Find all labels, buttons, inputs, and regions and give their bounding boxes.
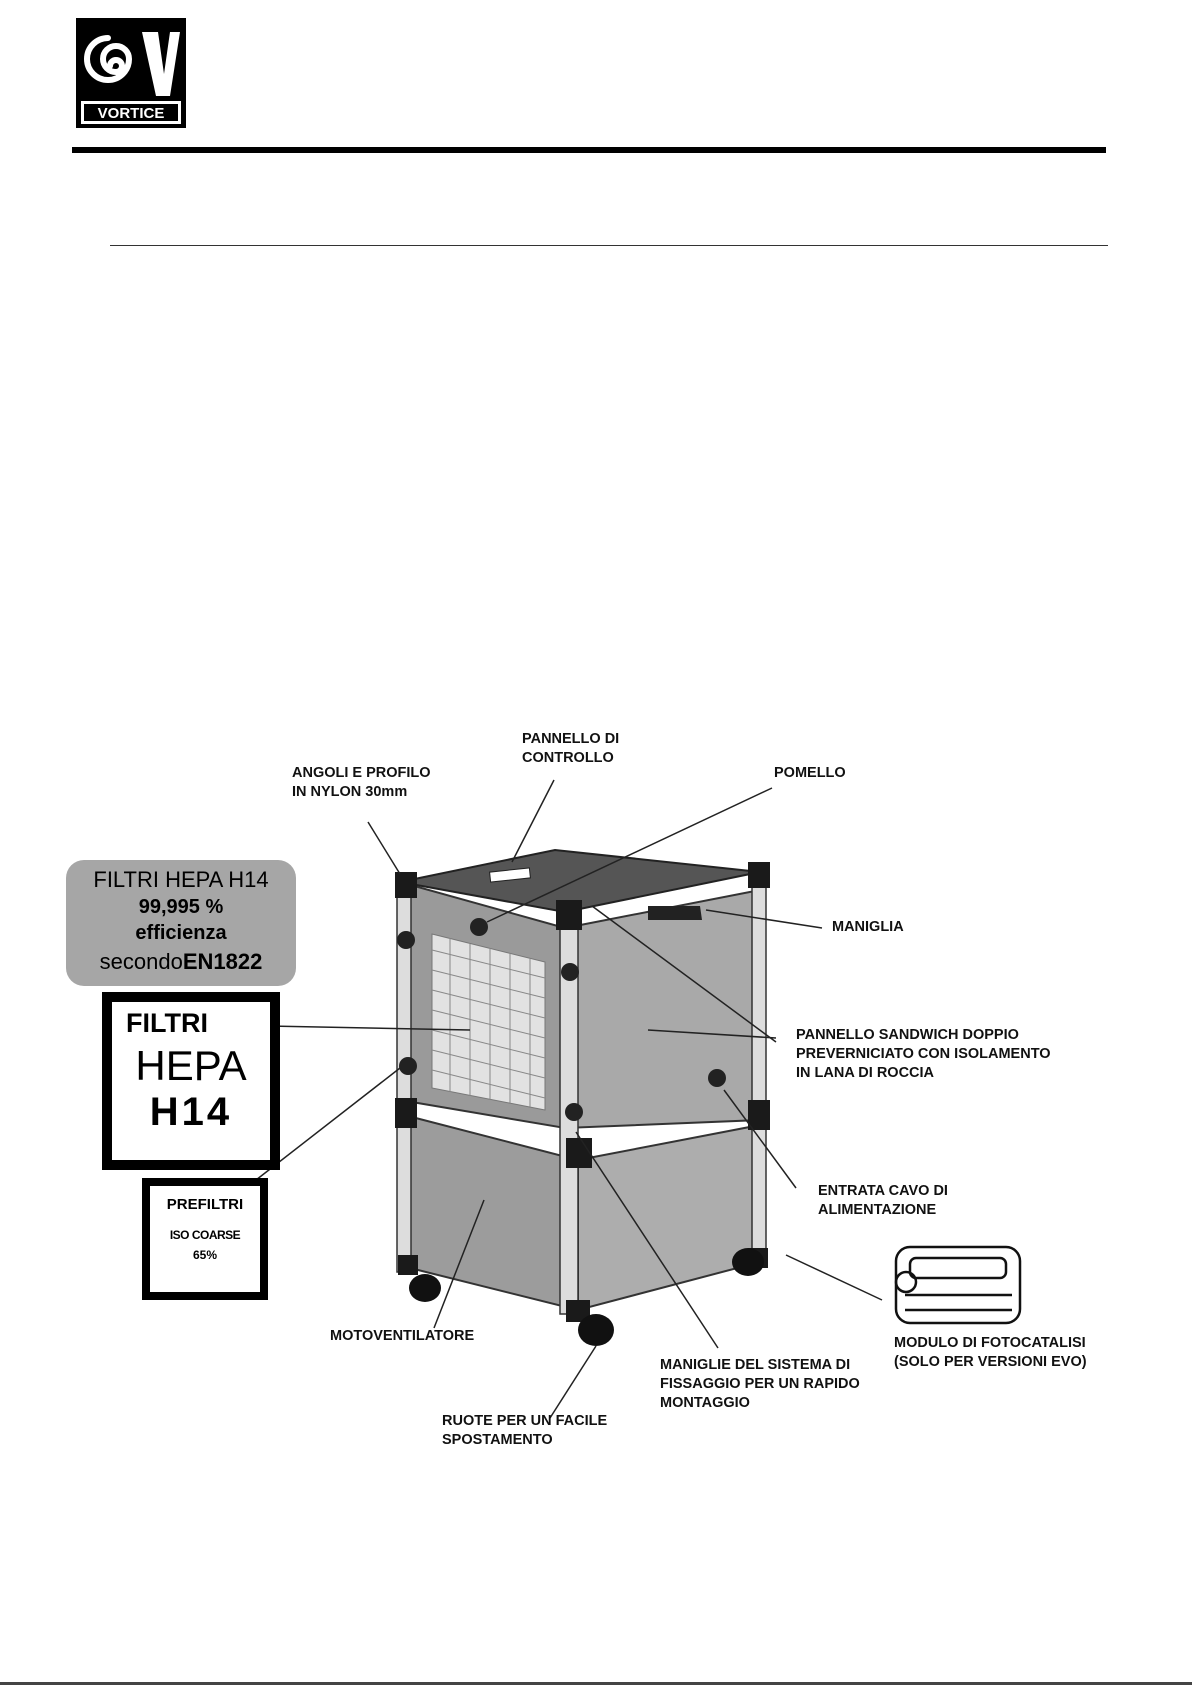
- label-motoventilatore: MOTOVENTILATORE: [330, 1328, 475, 1344]
- prefiltri-box-class: ISO COARSE: [169, 1228, 241, 1242]
- filtri-box-hepa: HEPA: [135, 1042, 247, 1089]
- label-line: CONTROLLO: [522, 750, 614, 766]
- label-maniglia: MANIGLIA: [832, 919, 904, 935]
- label-line: FISSAGGIO PER UN RAPIDO: [660, 1376, 860, 1392]
- label-line: IN LANA DI ROCCIA: [796, 1065, 935, 1081]
- label-line: RUOTE PER UN FACILE: [442, 1413, 608, 1429]
- label-maniglie-sistema: [660, 1356, 860, 1413]
- hepa-efficiency-badge: [66, 860, 296, 986]
- label-line: ANGOLI E PROFILO: [292, 765, 431, 781]
- hepa-badge-efficiency-value: 99,995 %: [138, 896, 224, 918]
- label-line: MONTAGGIO: [660, 1395, 750, 1411]
- hepa-badge-efficiency-label: efficienza: [135, 922, 227, 944]
- label-line: SPOSTAMENTO: [442, 1432, 553, 1448]
- label-angoli-profilo: [292, 764, 431, 802]
- label-modulo-fotocatalisi: [894, 1334, 1087, 1372]
- label-line: MODULO DI FOTOCATALISI: [894, 1335, 1086, 1351]
- filtri-box-grade: H14: [149, 1090, 233, 1134]
- label-ruote: [442, 1412, 607, 1450]
- label-entrata-cavo: [818, 1182, 948, 1220]
- prefiltri-box-percent: 65%: [192, 1248, 218, 1262]
- label-pannello-controllo: [522, 730, 619, 768]
- prefiltri-box-title: PREFILTRI: [166, 1196, 244, 1213]
- label-line: ALIMENTAZIONE: [818, 1202, 937, 1218]
- label-line: PANNELLO SANDWICH DOPPIO: [796, 1027, 1019, 1043]
- label-line: ENTRATA CAVO DI: [818, 1183, 948, 1199]
- hepa-badge-standard: [66, 948, 296, 976]
- label-line: (SOLO PER VERSIONI EVO): [894, 1354, 1087, 1370]
- prefiltri-box: [142, 1178, 268, 1300]
- hepa-badge-title: FILTRI HEPA H14: [93, 867, 269, 892]
- label-line: PREVERNICIATO CON ISOLAMENTO: [796, 1046, 1051, 1062]
- label-pannello-sandwich: [796, 1026, 1051, 1083]
- svg-text:VORTICE: VORTICE: [97, 105, 165, 122]
- label-line: PANNELLO DI: [522, 731, 620, 747]
- label-line: MANIGLIE DEL SISTEMA DI: [660, 1357, 851, 1373]
- filtri-box-title: FILTRI: [126, 1008, 208, 1038]
- hepa-badge-standard-prefix: secondo: [99, 949, 183, 974]
- label-pomello: POMELLO: [774, 765, 846, 781]
- hepa-badge-standard-code: EN1822: [182, 949, 263, 974]
- filtri-hepa-box: [102, 992, 280, 1170]
- label-line: IN NYLON 30mm: [292, 784, 408, 800]
